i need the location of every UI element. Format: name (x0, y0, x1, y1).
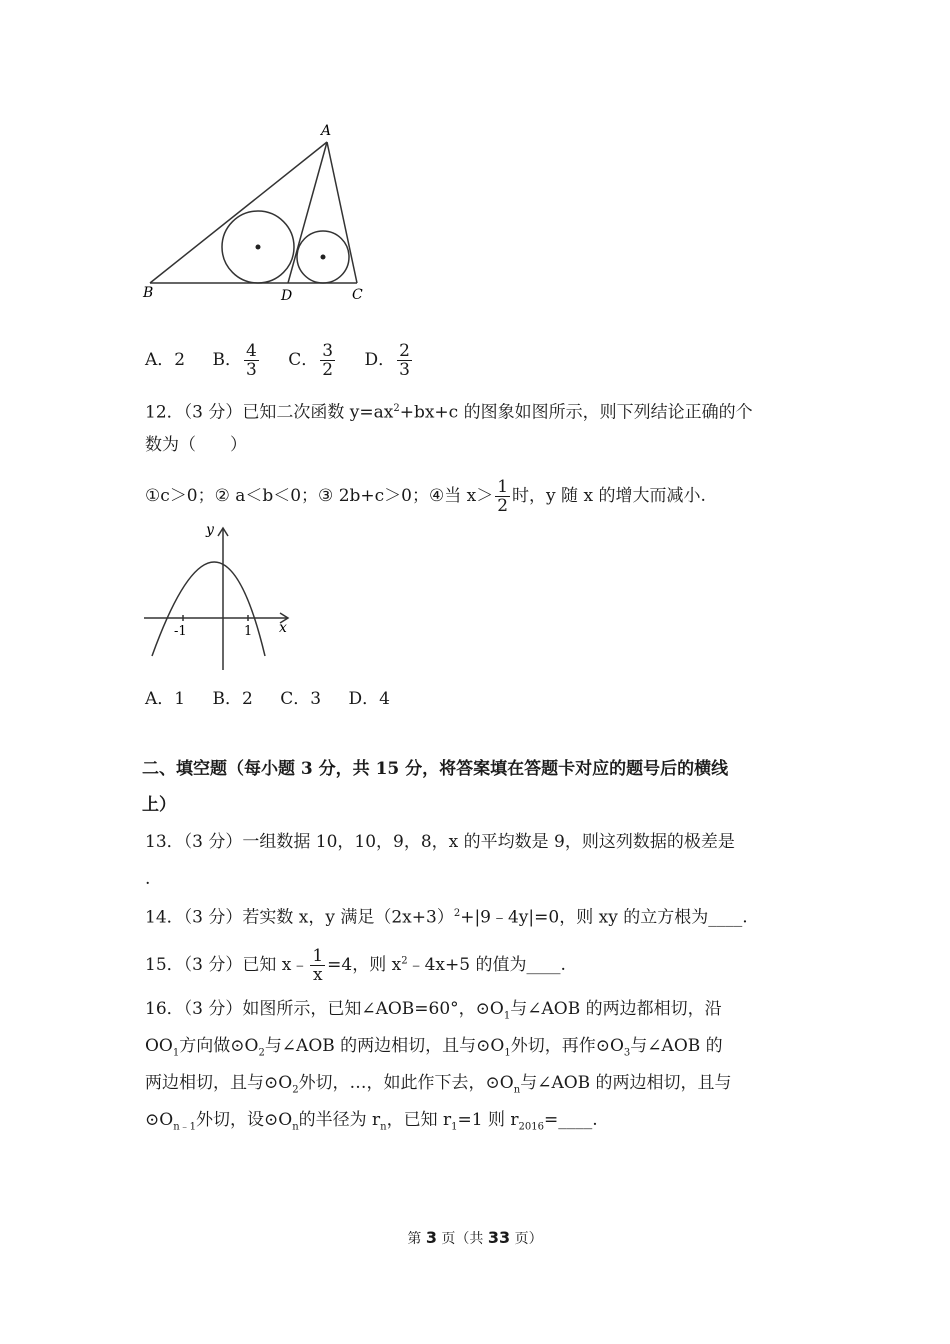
total-pages: 33 (487, 1228, 511, 1247)
q12-line1: 12．（3 分）已知二次函数 $y=ax^2+bx+c$ 的图象如图所示，则下列结论正确的个 (145, 402, 753, 423)
q11-options (145, 342, 436, 379)
section2-heading-line2: 上） (142, 795, 176, 815)
q12-options (145, 686, 412, 712)
label-d: D (281, 288, 293, 304)
q12-option-d: D．4 (348, 689, 390, 709)
q11-option-b: B． $\frac{4}{3}$ (212, 341, 257, 380)
current-page: 3 (425, 1228, 437, 1247)
side-ab (150, 142, 327, 283)
q12-line2: 数为（ ） (145, 435, 247, 455)
graph-x-label: x (279, 620, 287, 636)
page-footer: 第 3 页（共 33 页） (407, 1228, 543, 1247)
q12-option-a: A．1 (145, 689, 186, 709)
q15: 15．（3 分）已知 x﹣ $\frac{1}{x}$ =4，则 $x^2﹣4x+5$ 的值为____. (145, 946, 566, 985)
segment-ad (288, 142, 327, 283)
tick-neg-one: -1 (174, 624, 187, 639)
side-ac (327, 142, 357, 283)
q11-option-c: C． $\frac{3}{2}$ (288, 341, 334, 380)
triangle-circles-figure (140, 120, 380, 305)
tick-pos-one: 1 (244, 624, 253, 639)
q12-option-c: C．3 (280, 689, 322, 709)
section2-heading-line1: 二、填空题（每小题 3 分，共 15 分，将答案填在答题卡对应的题号后的横线 (142, 759, 729, 779)
label-b: B (143, 285, 154, 301)
q16-line3: 两边相切，且与$⊙O_2$外切，…，如此作下去，$⊙O_n$与∠AOB 的两边相切，且与 (145, 1073, 732, 1096)
q13-line1: 13．（3 分）一组数据 10，10，9，8，x 的平均数是 9，则这列数据的极差是 (145, 832, 735, 852)
q14: 14．（3 分）若实数 x，y 满足$(2x+3)^2+|9﹣4y|=0$，则 xy 的立方根为____. (145, 907, 748, 928)
parabola-graph (140, 518, 300, 673)
q12-option-b: B．2 (212, 689, 253, 709)
q11-option-d: D． $\frac{2}{3}$ (364, 341, 410, 380)
q12-conditions: ①c＞0；② a＜b＜0；③ 2b+c＞0；④当 x＞ $\frac{1}{2}$ 时，y 随 x 的增大而减小. (145, 477, 706, 516)
parabola-curve (152, 562, 265, 656)
q13-line2: . (145, 869, 151, 889)
q16-line4: $⊙O_{n﹣1}$外切，设$⊙O_n$的半径为 $r_n$，已知 $r_1=1$ 则 $r_{2016}=\_\_\_\_$. (145, 1110, 598, 1133)
label-a: A (321, 123, 332, 139)
label-c: C (352, 287, 363, 303)
q11-option-a: A．2 (145, 350, 186, 370)
q16-line2: $OO_1$方向做$⊙O_2$与∠AOB 的两边相切，且与$⊙O_1$外切，再作$⊙O_3$与∠AOB 的 (145, 1036, 723, 1059)
graph-y-label: y (206, 522, 214, 538)
q16-line1: 16．（3 分）如图所示，已知∠AOB=60°，$⊙O_1$与∠AOB 的两边都相切，沿 (145, 999, 722, 1022)
